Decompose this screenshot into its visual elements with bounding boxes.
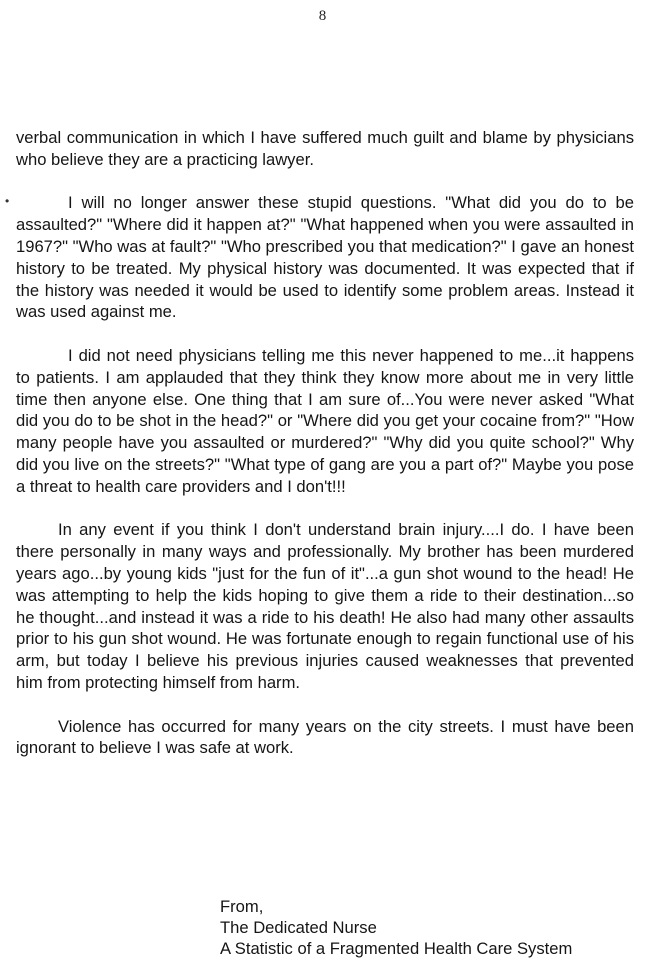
paragraph-1: verbal communication in which I have suffered much guilt and blame by physicians who believe they are a practicing lawyer. xyxy=(16,128,634,169)
page-number: 8 xyxy=(318,8,327,24)
letter-body xyxy=(16,127,634,781)
signature-closing: From, xyxy=(220,897,264,916)
signature-block xyxy=(220,896,572,959)
paragraph-2: I will no longer answer these stupid questions. "What did you do to be assaulted?" "Where did it happen at?" "What happened when you were assaulted in 1967?" "Who was at fault?" "Who prescribed you that medication?" I gave an honest history to be treated. My physical history was documented. It was expected that if the history was needed it would be used to identify some problem areas. Instead it was used against me. xyxy=(16,193,634,322)
paragraph-3: I did not need physicians telling me this never happened to me...it happens to patients. I am applauded that they think they know more about me in very little time then anyone else. One thing that I am sure of...You were never asked "What did you do to be shot in the head?" or "Where did you get your cocaine from?" "How many people have you assaulted or murdered?" "Why did you quite school?" Why did you live on the streets?" "What type of gang are you a part of?" Maybe you pose a threat to health care providers and I don't!!! xyxy=(16,345,634,496)
signature-name: The Dedicated Nurse xyxy=(220,918,377,937)
stray-mark: • xyxy=(5,194,10,208)
paragraph-4: In any event if you think I don't understand brain injury....I do. I have been there personally in many ways and professionally. My brother has been murdered years ago...by young kids "just for the fun of it"...a gun shot wound to the head! He was attempting to help the kids hoping to give them a ride to their destination...so he thought...and instead it was a ride to his death! He also had many other assaults prior to his gun shot wound. He was fortunate enough to regain functional use of his arm, but today I believe his previous injuries caused weaknesses that prevented him from protecting himself from harm. xyxy=(16,520,634,692)
signature-title: A Statistic of a Fragmented Health Care System xyxy=(220,939,573,958)
paragraph-5: Violence has occurred for many years on the city streets. I must have been ignorant to believe I was safe at work. xyxy=(16,716,634,758)
